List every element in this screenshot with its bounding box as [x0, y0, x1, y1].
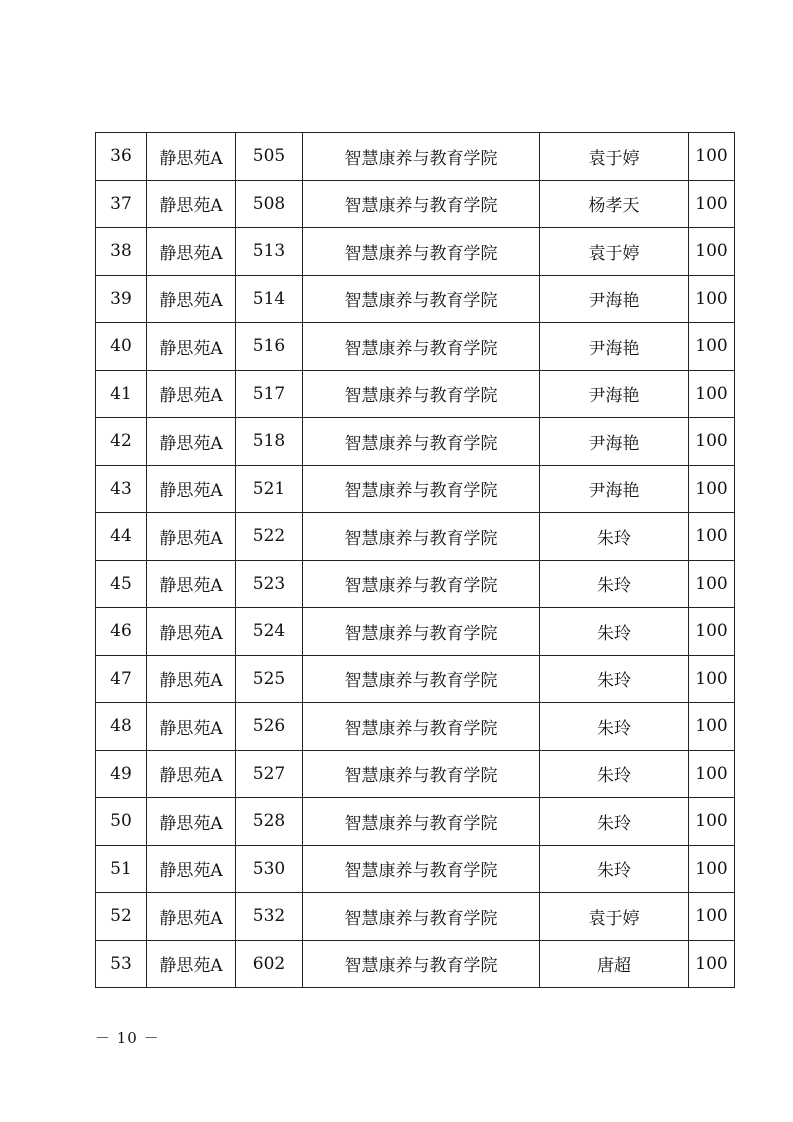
table-row: [96, 418, 735, 466]
college-cell: 智慧康养与教育学院: [303, 608, 540, 656]
row-index-cell: 44: [96, 513, 147, 561]
room-cell: 514: [236, 275, 303, 323]
advisor-cell: 尹海艳: [540, 418, 689, 466]
college-cell: 智慧康养与教育学院: [303, 133, 540, 181]
building-cell: 静思苑A: [147, 323, 236, 371]
room-cell: 522: [236, 513, 303, 561]
advisor-cell: 杨孝天: [540, 180, 689, 228]
table-row: [96, 560, 735, 608]
building-cell: 静思苑A: [147, 608, 236, 656]
building-cell: 静思苑A: [147, 418, 236, 466]
advisor-cell: 朱玲: [540, 703, 689, 751]
table-row: [96, 655, 735, 703]
building-cell: 静思苑A: [147, 228, 236, 276]
table-row: [96, 133, 735, 181]
row-index-cell: 46: [96, 608, 147, 656]
room-cell: 526: [236, 703, 303, 751]
score-cell: 100: [689, 893, 735, 941]
table-row: [96, 608, 735, 656]
score-cell: 100: [689, 275, 735, 323]
room-cell: 523: [236, 560, 303, 608]
row-index-cell: 53: [96, 940, 147, 988]
advisor-cell: 朱玲: [540, 608, 689, 656]
college-cell: 智慧康养与教育学院: [303, 418, 540, 466]
room-cell: 516: [236, 323, 303, 371]
room-cell: 527: [236, 750, 303, 798]
score-cell: 100: [689, 513, 735, 561]
score-cell: 100: [689, 608, 735, 656]
building-cell: 静思苑A: [147, 133, 236, 181]
score-cell: 100: [689, 655, 735, 703]
advisor-cell: 尹海艳: [540, 275, 689, 323]
room-cell: 508: [236, 180, 303, 228]
table-row: [96, 940, 735, 988]
college-cell: 智慧康养与教育学院: [303, 370, 540, 418]
college-cell: 智慧康养与教育学院: [303, 465, 540, 513]
room-cell: 521: [236, 465, 303, 513]
row-index-cell: 37: [96, 180, 147, 228]
room-cell: 505: [236, 133, 303, 181]
score-cell: 100: [689, 133, 735, 181]
table-row: [96, 513, 735, 561]
room-cell: 524: [236, 608, 303, 656]
college-cell: 智慧康养与教育学院: [303, 845, 540, 893]
score-cell: 100: [689, 418, 735, 466]
college-cell: 智慧康养与教育学院: [303, 798, 540, 846]
table-body: [96, 133, 735, 988]
advisor-cell: 朱玲: [540, 655, 689, 703]
college-cell: 智慧康养与教育学院: [303, 180, 540, 228]
score-cell: 100: [689, 465, 735, 513]
college-cell: 智慧康养与教育学院: [303, 323, 540, 371]
advisor-cell: 袁于婷: [540, 228, 689, 276]
building-cell: 静思苑A: [147, 180, 236, 228]
advisor-cell: 朱玲: [540, 845, 689, 893]
score-cell: 100: [689, 560, 735, 608]
building-cell: 静思苑A: [147, 370, 236, 418]
building-cell: 静思苑A: [147, 798, 236, 846]
room-cell: 528: [236, 798, 303, 846]
table-row: [96, 798, 735, 846]
dormitory-score-table: [95, 132, 735, 988]
college-cell: 智慧康养与教育学院: [303, 228, 540, 276]
college-cell: 智慧康养与教育学院: [303, 750, 540, 798]
table-row: [96, 180, 735, 228]
advisor-cell: 袁于婷: [540, 893, 689, 941]
row-index-cell: 51: [96, 845, 147, 893]
score-cell: 100: [689, 323, 735, 371]
row-index-cell: 38: [96, 228, 147, 276]
row-index-cell: 45: [96, 560, 147, 608]
row-index-cell: 41: [96, 370, 147, 418]
table-row: [96, 893, 735, 941]
row-index-cell: 36: [96, 133, 147, 181]
advisor-cell: 朱玲: [540, 513, 689, 561]
building-cell: 静思苑A: [147, 513, 236, 561]
page-number: － 10 －: [95, 1029, 160, 1047]
room-cell: 530: [236, 845, 303, 893]
college-cell: 智慧康养与教育学院: [303, 893, 540, 941]
row-index-cell: 50: [96, 798, 147, 846]
score-cell: 100: [689, 370, 735, 418]
building-cell: 静思苑A: [147, 940, 236, 988]
score-cell: 100: [689, 228, 735, 276]
building-cell: 静思苑A: [147, 275, 236, 323]
table-row: [96, 845, 735, 893]
advisor-cell: 尹海艳: [540, 370, 689, 418]
college-cell: 智慧康养与教育学院: [303, 940, 540, 988]
row-index-cell: 39: [96, 275, 147, 323]
score-cell: 100: [689, 703, 735, 751]
room-cell: 602: [236, 940, 303, 988]
room-cell: 532: [236, 893, 303, 941]
table-row: [96, 323, 735, 371]
row-index-cell: 52: [96, 893, 147, 941]
row-index-cell: 49: [96, 750, 147, 798]
college-cell: 智慧康养与教育学院: [303, 560, 540, 608]
table-row: [96, 370, 735, 418]
building-cell: 静思苑A: [147, 655, 236, 703]
room-cell: 517: [236, 370, 303, 418]
building-cell: 静思苑A: [147, 465, 236, 513]
advisor-cell: 尹海艳: [540, 323, 689, 371]
score-cell: 100: [689, 750, 735, 798]
advisor-cell: 朱玲: [540, 560, 689, 608]
building-cell: 静思苑A: [147, 703, 236, 751]
score-cell: 100: [689, 940, 735, 988]
college-cell: 智慧康养与教育学院: [303, 275, 540, 323]
advisor-cell: 唐超: [540, 940, 689, 988]
advisor-cell: 朱玲: [540, 750, 689, 798]
building-cell: 静思苑A: [147, 893, 236, 941]
table-row: [96, 465, 735, 513]
table-row: [96, 750, 735, 798]
college-cell: 智慧康养与教育学院: [303, 513, 540, 561]
row-index-cell: 40: [96, 323, 147, 371]
row-index-cell: 43: [96, 465, 147, 513]
college-cell: 智慧康养与教育学院: [303, 655, 540, 703]
advisor-cell: 尹海艳: [540, 465, 689, 513]
room-cell: 513: [236, 228, 303, 276]
table-row: [96, 228, 735, 276]
score-cell: 100: [689, 798, 735, 846]
row-index-cell: 47: [96, 655, 147, 703]
room-cell: 518: [236, 418, 303, 466]
room-cell: 525: [236, 655, 303, 703]
score-cell: 100: [689, 845, 735, 893]
table-row: [96, 703, 735, 751]
building-cell: 静思苑A: [147, 560, 236, 608]
building-cell: 静思苑A: [147, 750, 236, 798]
table-row: [96, 275, 735, 323]
college-cell: 智慧康养与教育学院: [303, 703, 540, 751]
advisor-cell: 朱玲: [540, 798, 689, 846]
row-index-cell: 48: [96, 703, 147, 751]
advisor-cell: 袁于婷: [540, 133, 689, 181]
score-cell: 100: [689, 180, 735, 228]
building-cell: 静思苑A: [147, 845, 236, 893]
row-index-cell: 42: [96, 418, 147, 466]
